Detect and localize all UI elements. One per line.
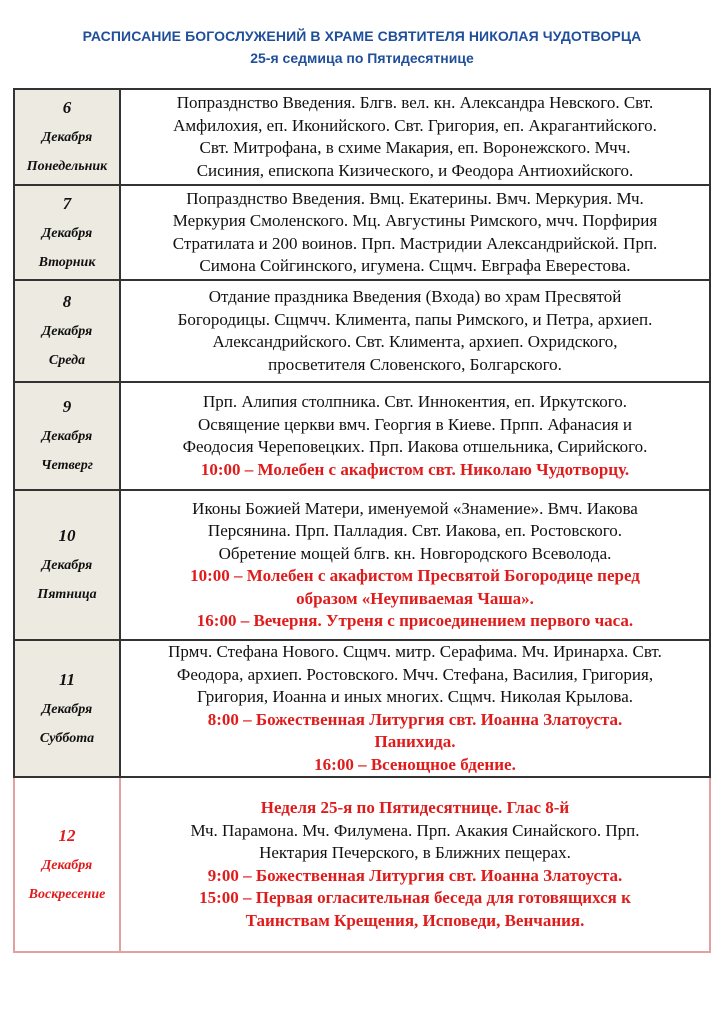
page-title: РАСПИСАНИЕ БОГОСЛУЖЕНИЙ В ХРАМЕ СВЯТИТЕЛЯ НИКОЛАЯ ЧУДОТВОРЦА xyxy=(82,28,642,44)
service-time-line: Таинствам Крещения, Исповеди, Венчания. xyxy=(245,910,585,930)
services-cell xyxy=(120,490,710,640)
commemoration-line: Попразднство Введения. Блгв. вел. кн. Александра Невского. Свт. xyxy=(176,93,654,112)
commemoration-line: Персянина. Прп. Палладия. Свт. Иакова, еп. Ростовского. xyxy=(207,521,623,540)
commemoration-line: Освящение церкви вмч. Георгия в Киеве. Прпп. Афанасия и xyxy=(198,414,632,434)
day-month: Декабря xyxy=(41,429,93,444)
service-time-line: образом «Неупиваемая Чаша». xyxy=(296,588,534,608)
commemoration-line: Феодосия Череповецких. Прп. Иакова отшельника, Сирийского. xyxy=(182,437,648,456)
day-cell xyxy=(14,777,120,952)
day-weekday: Среда xyxy=(48,353,86,368)
day-weekday: Воскресение xyxy=(28,886,106,902)
services-cell xyxy=(120,185,710,280)
day-number: 12 xyxy=(58,825,76,845)
day-weekday: Пятница xyxy=(37,587,97,602)
day-number: 7 xyxy=(62,193,72,213)
commemoration-line: Богородицы. Сщмчч. Климента, папы Римского, и Петра, архиеп. xyxy=(177,309,653,329)
day-cell xyxy=(14,382,120,490)
commemoration-line: Амфилохия, еп. Иконийского. Свт. Григория, еп. Акрагантийского. xyxy=(173,115,657,135)
commemoration-line: Григория, Иоанна и иных многих. Сщмч. Николая Крылова. xyxy=(197,687,633,706)
commemoration-line: Стратилата и 200 воинов. Прп. Мастридии Александрийской. Прп. xyxy=(172,233,658,253)
commemoration-line: Меркурия Смоленского. Мц. Августины Римского, мчч. Порфирия xyxy=(172,211,658,230)
day-number: 11 xyxy=(58,669,76,689)
page-subtitle: 25-я седмица по Пятидесятнице xyxy=(250,50,474,66)
commemoration-line: Отдание праздника Введения (Входа) во храм Пресвятой xyxy=(208,287,622,306)
commemoration-line: Прмч. Стефана Нового. Сщмч. митр. Серафима. Мч. Иринарха. Свт. xyxy=(168,642,662,661)
schedule-row xyxy=(14,777,710,952)
commemoration-line: Нектария Печерского, в Ближних пещерах. xyxy=(259,843,571,862)
commemoration-line: Прп. Алипия столпника. Свт. Иннокентия, еп. Иркутского. xyxy=(202,392,628,411)
day-month: Декабря xyxy=(41,324,93,339)
schedule-row xyxy=(14,280,710,382)
schedule-table xyxy=(13,88,711,953)
schedule-row xyxy=(14,89,710,185)
day-cell xyxy=(14,89,120,185)
schedule-row xyxy=(14,185,710,280)
day-month: Декабря xyxy=(41,225,93,241)
services-cell xyxy=(120,640,710,777)
day-weekday: Четверг xyxy=(41,458,93,473)
service-time-line: 9:00 – Божественная Литургия свт. Иоанна Златоуста. xyxy=(207,865,623,885)
document-header xyxy=(0,26,724,68)
commemoration-line: Попразднство Введения. Вмц. Екатерины. Вмч. Меркурия. Мч. xyxy=(186,188,644,208)
commemoration-line: Обретение мощей блгв. кн. Новгородского Всеволода. xyxy=(218,543,612,563)
day-number: 6 xyxy=(62,98,72,117)
schedule-row xyxy=(14,490,710,640)
commemoration-line: Мч. Парамона. Мч. Филумена. Прп. Акакия Синайского. Прп. xyxy=(190,820,640,840)
day-cell xyxy=(14,640,120,777)
commemoration-line: просветителя Словенского, Болгарского. xyxy=(268,354,562,374)
commemoration-line: Сисиния, епископа Кизического, и Феодора Антиохийского. xyxy=(196,160,634,180)
day-cell xyxy=(14,185,120,280)
services-cell xyxy=(120,382,710,490)
service-time-line: 16:00 – Всенощное бдение. xyxy=(314,754,516,774)
commemoration-line: Иконы Божией Матери, именуемой «Знамение». Вмч. Иакова xyxy=(192,498,638,518)
day-weekday: Вторник xyxy=(38,254,96,270)
service-time-line: Неделя 25-я по Пятидесятнице. Глас 8-й xyxy=(260,798,570,817)
service-time-line: Панихида. xyxy=(374,732,456,751)
commemoration-line: Александрийского. Свт. Климента, архиеп. Охридского, xyxy=(212,332,618,351)
schedule-row xyxy=(14,640,710,777)
service-time-line: 10:00 – Молебен с акафистом Пресвятой Богородице перед xyxy=(190,566,640,585)
day-number: 9 xyxy=(62,397,72,416)
day-weekday: Понедельник xyxy=(26,159,108,174)
day-month: Декабря xyxy=(41,130,93,145)
day-number: 8 xyxy=(62,292,72,311)
services-cell xyxy=(120,777,710,952)
services-cell xyxy=(120,89,710,185)
day-cell xyxy=(14,490,120,640)
day-month: Декабря xyxy=(41,558,93,573)
commemoration-line: Симона Сойгинского, игумена. Сщмч. Евграфа Еверестова. xyxy=(199,256,631,275)
service-time-line: 15:00 – Первая огласительная беседа для готовящихся к xyxy=(199,888,631,907)
services-cell xyxy=(120,280,710,382)
service-time-line: 10:00 – Молебен с акафистом свт. Николаю Чудотворцу. xyxy=(200,459,630,479)
day-weekday: Суббота xyxy=(39,730,95,746)
schedule-row xyxy=(14,382,710,490)
day-month: Декабря xyxy=(41,701,93,717)
service-time-line: 16:00 – Вечерня. Утреня с присоединением первого часа. xyxy=(196,611,634,630)
commemoration-line: Свт. Митрофана, в схиме Макария, еп. Воронежского. Мчч. xyxy=(199,138,631,157)
day-month: Декабря xyxy=(41,857,93,873)
commemoration-line: Феодора, архиеп. Ростовского. Мчч. Стефана, Василия, Григория, xyxy=(176,664,654,684)
service-time-line: 8:00 – Божественная Литургия свт. Иоанна Златоуста. xyxy=(207,709,623,729)
day-cell xyxy=(14,280,120,382)
day-number: 10 xyxy=(58,526,76,545)
